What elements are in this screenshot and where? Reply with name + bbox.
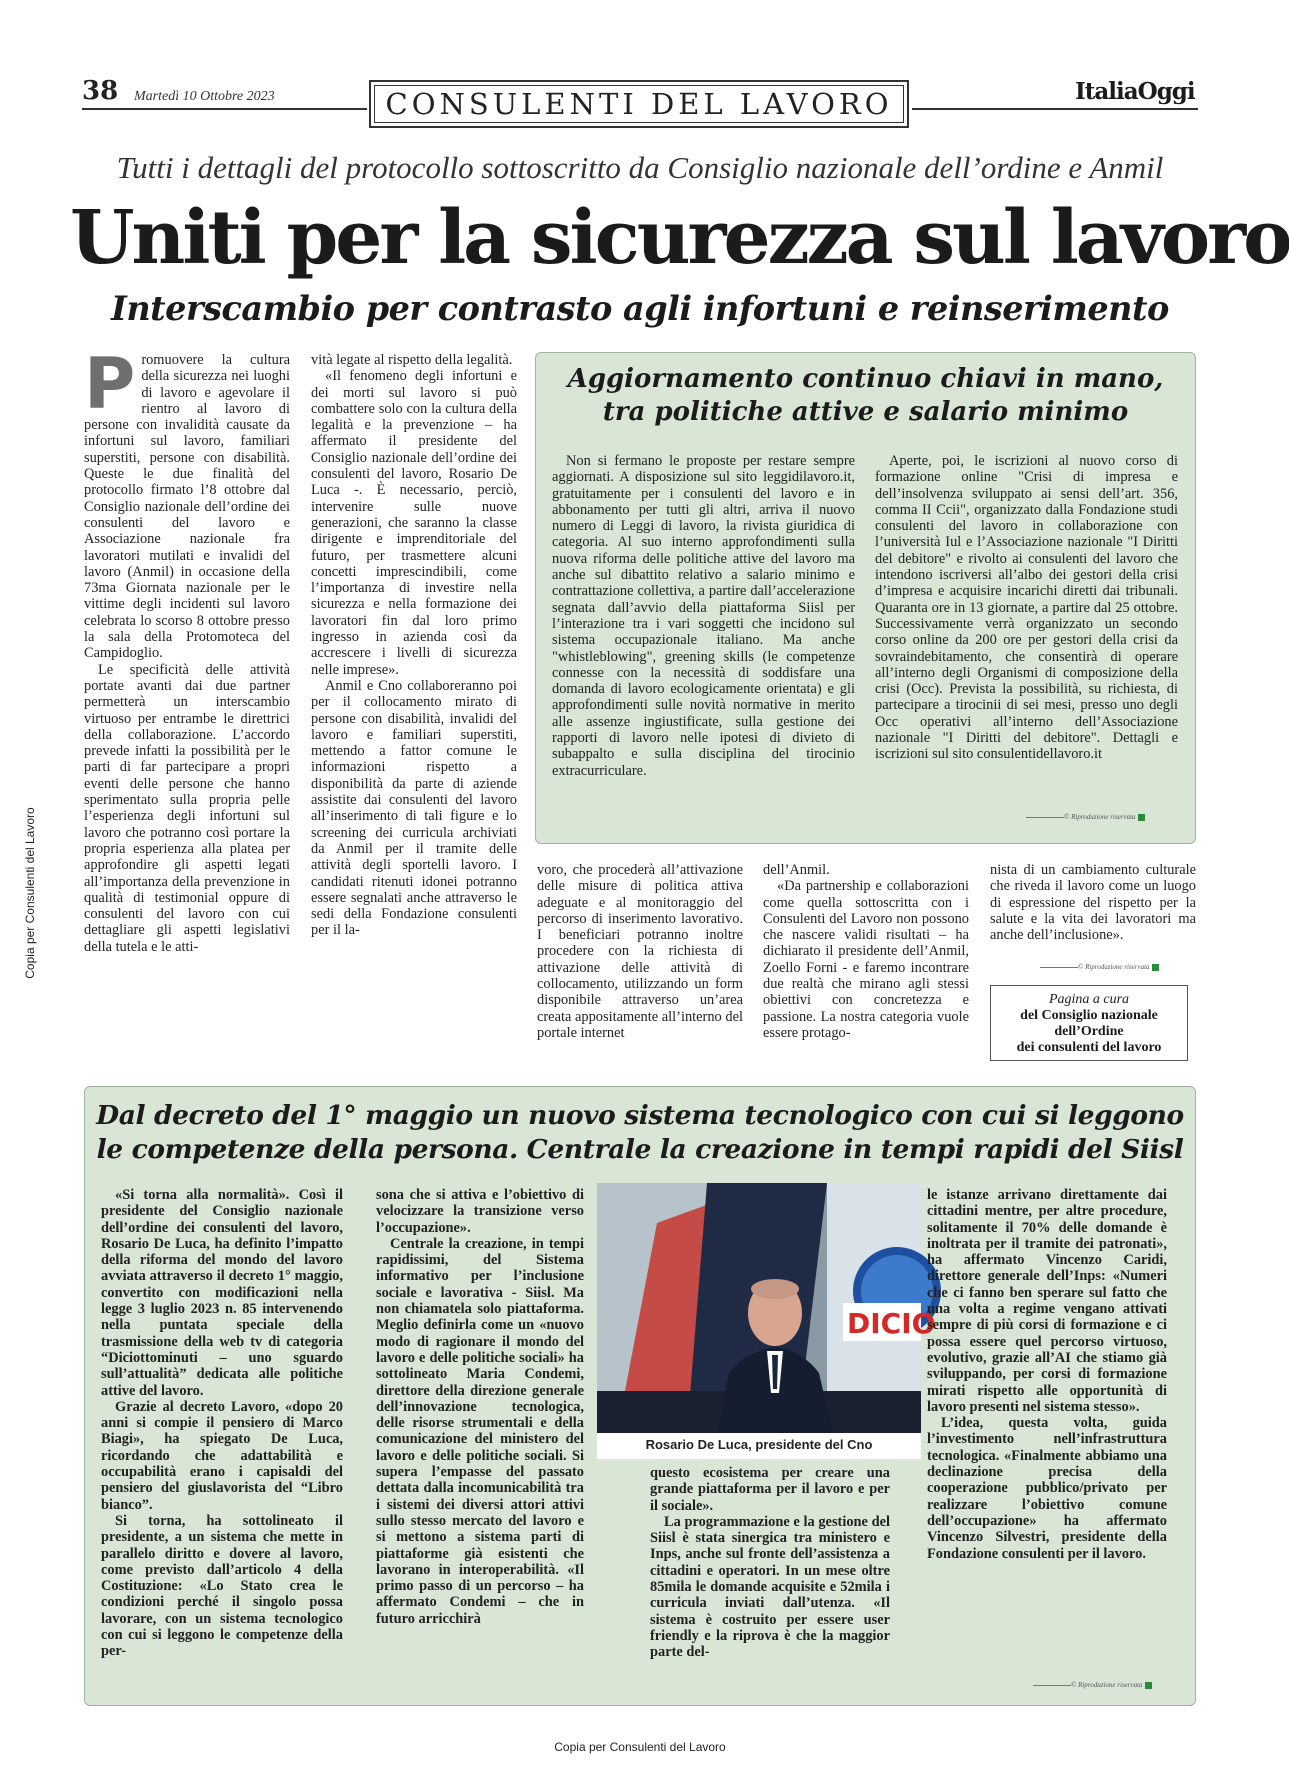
- sidebar-column-2: [875, 453, 1178, 763]
- article-paragraph: nista di un cambiamento culturale che riveda il lavoro come un luogo di espressione del rispetto per la salute e la vita dei lavoratori ma anche dell’inclusione».: [990, 862, 1196, 944]
- article-paragraph: «Il fenomeno degli infortuni e dei morti sul lavoro si può combattere solo con la cultura della legalità e la prevenzione – ha affermato il presidente del Consiglio nazionale dell’ordine dei consulenti del lavoro, Rosario De Luca -. È necessario, perciò, intervenire sulle nuove generazioni, che saranno la classe dirigente e imprenditoriale del futuro, per trasmettere alcuni concetti imprescindibili, come l’importanza di investire nella sicurezza e nella formazione dei lavoratori fin dal loro primo ingresso in azienda così da accrescere i livelli di sicurezza nelle imprese».: [311, 368, 517, 678]
- article-column-1: [84, 343, 290, 955]
- header-rule-left: [82, 108, 367, 110]
- sidebar-paragraph: Aperte, poi, le iscrizioni al nuovo corso di formazione online "Crisi di impresa e dell’insolvenza sviluppato ai sensi dell’art. 356, comma II Ccii", organizzato dalla Fondazione studi consulenti del lavoro in collaborazione con l’università Iul e l’Associazione nazionale "I Diritti del debitore" e rivolto ai consulenti del lavoro che intendono iscriversi all’albo dei gestori della crisi d’impresa e acquisire incarichi diretti dai tribunali. Quaranta ore in 13 giornate, a partire dal 25 ottobre. Successivamente verrà organizzato un secondo corso online da 200 ore per gestori della crisi da sovraindebitamento, che consentirà di operare all’interno degli Organismi di composizione della crisi (Occ). Prevista la possibilità, su richiesta, di partecipare a tirocinii di sei mesi, presso uno degli Occ operativi all’interno dell’Associazione nazionale "I Diritti del debitore". Dettagli e iscrizioni sul sito consulentidellavoro.it: [875, 453, 1178, 763]
- bottom-paragraph: sona che si attiva e l’obiettivo di velocizzare la transizione verso l’occupazione».: [376, 1187, 584, 1236]
- repro-text: © Riproduzione riservata: [1078, 963, 1150, 971]
- bottom-paragraph: «Si torna alla normalità». Così il presidente del Consiglio nazionale dell’ordine dei consulenti del lavoro, Rosario De Luca, ha definito l’impatto della riforma del mondo del lavoro avviata attraverso il decreto 1° maggio, convertito con modificazioni nella legge 3 luglio 2023 n. 85 intervenendo nella puntata speciale della trasmissione della web tv di categoria “Diciottominuti – uno sguardo sull’attualità” dedicata alle politiche attive del lavoro.: [101, 1187, 343, 1399]
- article-paragraph: voro, che procederà all’attivazione delle misure di politica attiva adeguate e al monitoraggio del percorso di inserimento lavorativo. I beneficiari potranno inoltre procedere con la richiesta di attivazione delle attività di collocamento, utilizzando un form disponibile attraverso un’area creata appositamente all’interno del portale internet: [537, 862, 743, 1041]
- bottom-column-4: [927, 1187, 1167, 1562]
- bottom-paragraph: Si torna, ha sottolineato il presidente, a un sistema che mette in parallelo diritto e dovere al lavoro, come previsto dall’articolo 4 della Costituzione: «Lo Stato crea le condizioni perché il singolo possa lavorare, con un sistema tecnologico con cui si leggono le competenze della per-: [101, 1512, 343, 1660]
- article-reproduction-note: [1040, 963, 1159, 971]
- bottom-paragraph: le istanze arrivano direttamente dai cittadini mentre, per altre procedure, solitamente il 70% delle domande è inoltrata per il tramite dei patronati», ha affermato Vincenzo Caridi, direttore generale dell’Inps: «Numeri che ci fanno ben sperare sul fatto che una volta a regime vengano attivati sempre di più corsi di formazione e ci possa essere quel percorso virtuoso, evolutivo, grazie all’AI che stiamo già sviluppando, per corsi di formazione mirati rispetto alle opportunità di lavoro presenti nel sistema stesso».: [927, 1187, 1167, 1415]
- bottom-column-3: [650, 1465, 890, 1661]
- brand-logo: ItaliaOggi: [1075, 78, 1195, 105]
- bottom-paragraph: La programmazione e la gestione del Siisl è stata sinergica tra ministero e Inps, anche sul fronte dell’assistenza a cittadini e operatori. In un mese oltre 85mila le domande acquisite e 52mila i curricula inviati dall’utenza. «Il sistema è costruito per essere user friendly e la riprova è che la maggior parte del-: [650, 1513, 890, 1661]
- bottom-feature-box: [84, 1086, 1196, 1706]
- credit-line: Pagina a cura: [1048, 992, 1130, 1007]
- sidebar-reproduction-note: [1026, 813, 1145, 821]
- article-kicker: Tutti i dettagli del protocollo sottoscritto da Consiglio nazionale dell’ordine e Anmil: [116, 150, 1164, 185]
- article-paragraph: Anmil e Cno collaboreranno poi per il collocamento mirato di persone con disabilità, invalidi del lavoro e familiari superstiti, mettendo a fattor comune le informazioni rispetto a disponibilità da parte di aziende assistite dai consulenti del lavoro all’inserimento di tali figure e lo screening dei curricula archiviati da Anmil per il tramite delle attività degli sportelli lavoro. I candidati ritenuti idonei potranno essere segnalati anche attraverso le sedi della Fondazione consulenti per il la-: [311, 677, 517, 939]
- photo-banner-text: DICIO: [847, 1307, 936, 1340]
- sidebar-title-line: tra politiche attive e salario minimo: [602, 397, 1129, 427]
- side-watermark: Copia per Consulenti del Lavoro: [23, 807, 37, 979]
- bottom-reproduction-note: [1033, 1681, 1152, 1689]
- article-paragraph: romuovere la cultura della sicurezza nei luoghi di lavoro e agevolare il rientro al lavoro di persone con invalidità causate da infortuni sul lavoro, familiari superstiti, persone con disabilità. Queste le due finalità del protocollo firmato l’8 ottobre dal Consiglio nazionale dell’ordine dei consulenti del lavoro e Associazione nazionale fra lavoratori mutilati e invalidi del lavoro (Anmil) in occasione della 73ma Giornata nazionale per le vittime degli incidenti sul lavoro celebrata lo scorso 8 ottobre presso la sala della Protomoteca del Campidoglio.: [84, 352, 290, 662]
- article-paragraph: «Da partnership e collaborazioni come quella sottoscritta con i Consulenti del Lavoro non possono che nascere validi risultati – ha dichiarato il presidente dell’Anmil, Zoello Forni - e faremo incontrare due realtà che mirano agli stessi obiettivi con concretezza e passione. La nostra categoria vuole essere protago-: [763, 878, 969, 1041]
- article-column-3: [537, 862, 743, 1041]
- article-paragraph: Le specificità delle attività portate avanti dai due partner permetterà un interscambio virtuoso per entrambe le direttrici della collaborazione. L’accordo prevede infatti la possibilità per le parti di far partecipare a propri eventi delle persone che hanno sperimentato sulla propria pelle l’esperienza degli infortuni sul lavoro che potranno così portare la propria esperienza alla platea per approfondire gli aspetti legati all’importanza della prevenzione in qualità di testimonial oppure di consulenti del lavoro con cui dettagliare gli aspetti legislativi della tutela e le atti-: [84, 661, 290, 955]
- news-photo: [597, 1183, 936, 1452]
- article-paragraph: vità legate al rispetto della legalità.: [311, 352, 513, 368]
- bottom-paragraph: Centrale la creazione, in tempi rapidissimi, del Sistema informativo per l’inclusione sociale e lavorativa - Siisl. Ma non chiamatela solo piattaforma. Meglio definirla come un «nuovo modo di ragionare il mondo del lavoro e delle politiche sociali» ha sottolineato Maria Condemi, direttore della direzione generale dell’innovazione tecnologica, delle risorse strumentali e della comunicazione del ministero del lavoro e delle politiche sociali. Si supera l’empasse del passato dettata dalla incomunicabilità tra i sistemi dei diversi attori attivi sullo stesso mercato del lavoro e si mettono a sistema parti di piattaforme già esistenti che lavorano in interoperabilità. «Il primo passo di un percorso – ha affermato Condemi – che in futuro arricchirà: [376, 1235, 584, 1627]
- article-column-5: [990, 862, 1196, 943]
- credit-line: dei consulenti del lavoro: [1016, 1040, 1162, 1055]
- credit-line: del Consiglio nazionale: [1020, 1008, 1158, 1023]
- sidebar-title: [536, 363, 1195, 429]
- sidebar-box: [535, 352, 1196, 844]
- sidebar-paragraph: Non si fermano le proposte per restare sempre aggiornati. A disposizione sul sito leggidilavoro.it, gratuitamente per i consulenti del lavoro e in abbonamento per tutti gli altri, arriva il nuovo numero di Leggi di lavoro, la rivista giuridica di categoria. Al suo interno approfondimenti sulla nuova riforma delle politiche attive del lavoro ma anche sul dibattito relativo a salario minimo e contrattazione collettiva, a partire dall’accelerazione segnata dall’avvio della piattaforma Siisl per l’interazione tra i vari soggetti che incidono sul sistema occupazionale italiano. Ma anche "whistleblowing", greening skills (le competenze connesse con la necessità di soddisfare una domanda di lavoro ecologicamente orientata) e gli approfondimenti sulle novità normative in merito alle assenze ingiustificate, sulla gestione dei rapporti di lavoro nelle ipotesi di divieto di subappalto e sulla disciplina del tirocinio extracurriculare.: [552, 453, 855, 779]
- repro-text: © Riproduzione riservata: [1064, 813, 1136, 821]
- bottom-title: [85, 1099, 1195, 1167]
- credit-line: dell’Ordine: [1054, 1024, 1124, 1039]
- bottom-paragraph: Grazie al decreto Lavoro, «dopo 20 anni si compie il pensiero di Marco Biagi», ha spiegato De Luca, ricordando che adattabilità e occupabilità erano i capisaldi del pensiero del giuslavorista del “Libro bianco”.: [101, 1398, 343, 1513]
- repro-text: © Riproduzione riservata: [1071, 1681, 1143, 1689]
- photo-caption: Rosario De Luca, presidente del Cno: [597, 1433, 921, 1459]
- photo-illustration: [597, 1183, 936, 1433]
- header-rule-right: [912, 108, 1198, 110]
- bottom-paragraph: questo ecosistema per creare una grande piattaforma per il lavoro e per il sociale».: [650, 1465, 890, 1514]
- issue-date: Martedì 10 Ottobre 2023: [134, 89, 275, 104]
- article-column-4: [763, 862, 969, 1041]
- page-number: 38: [82, 76, 119, 106]
- article-subheadline: Interscambio per contrasto agli infortuni e reinserimento: [111, 289, 1169, 328]
- bottom-column-2: [376, 1187, 584, 1627]
- bottom-title-line: le competenze della persona. Centrale la creazione in tempi rapidi del Siisl: [96, 1134, 1184, 1165]
- article-column-2: [311, 352, 517, 939]
- sidebar-column-1: [552, 453, 855, 779]
- footer-watermark: Copia per Consulenti del Lavoro: [554, 1740, 726, 1754]
- bottom-title-line: Dal decreto del 1° maggio un nuovo sistema tecnologico con cui si leggono: [96, 1100, 1184, 1131]
- article-paragraph: dell’Anmil.: [763, 862, 830, 878]
- credit-box: [990, 985, 1188, 1061]
- bottom-column-1: [101, 1187, 343, 1660]
- bottom-paragraph: L’idea, questa volta, guida l’investimento nell’infrastruttura tecnologica. «Finalmente abbiamo una declinazione precisa della cooperazione pubblico/privato per realizzare l’obiettivo comune dell’occupazione» ha affermato Vincenzo Silvestri, presidente della Fondazione consulenti per il lavoro.: [927, 1415, 1167, 1562]
- sidebar-title-line: Aggiornamento continuo chiavi in mano,: [567, 364, 1164, 394]
- article-headline: Uniti per la sicurezza sul lavoro: [70, 195, 1289, 281]
- dropcap-letter: P: [84, 343, 136, 425]
- section-title-text: CONSULENTI DEL LAVORO: [385, 87, 893, 121]
- section-title: [369, 80, 909, 128]
